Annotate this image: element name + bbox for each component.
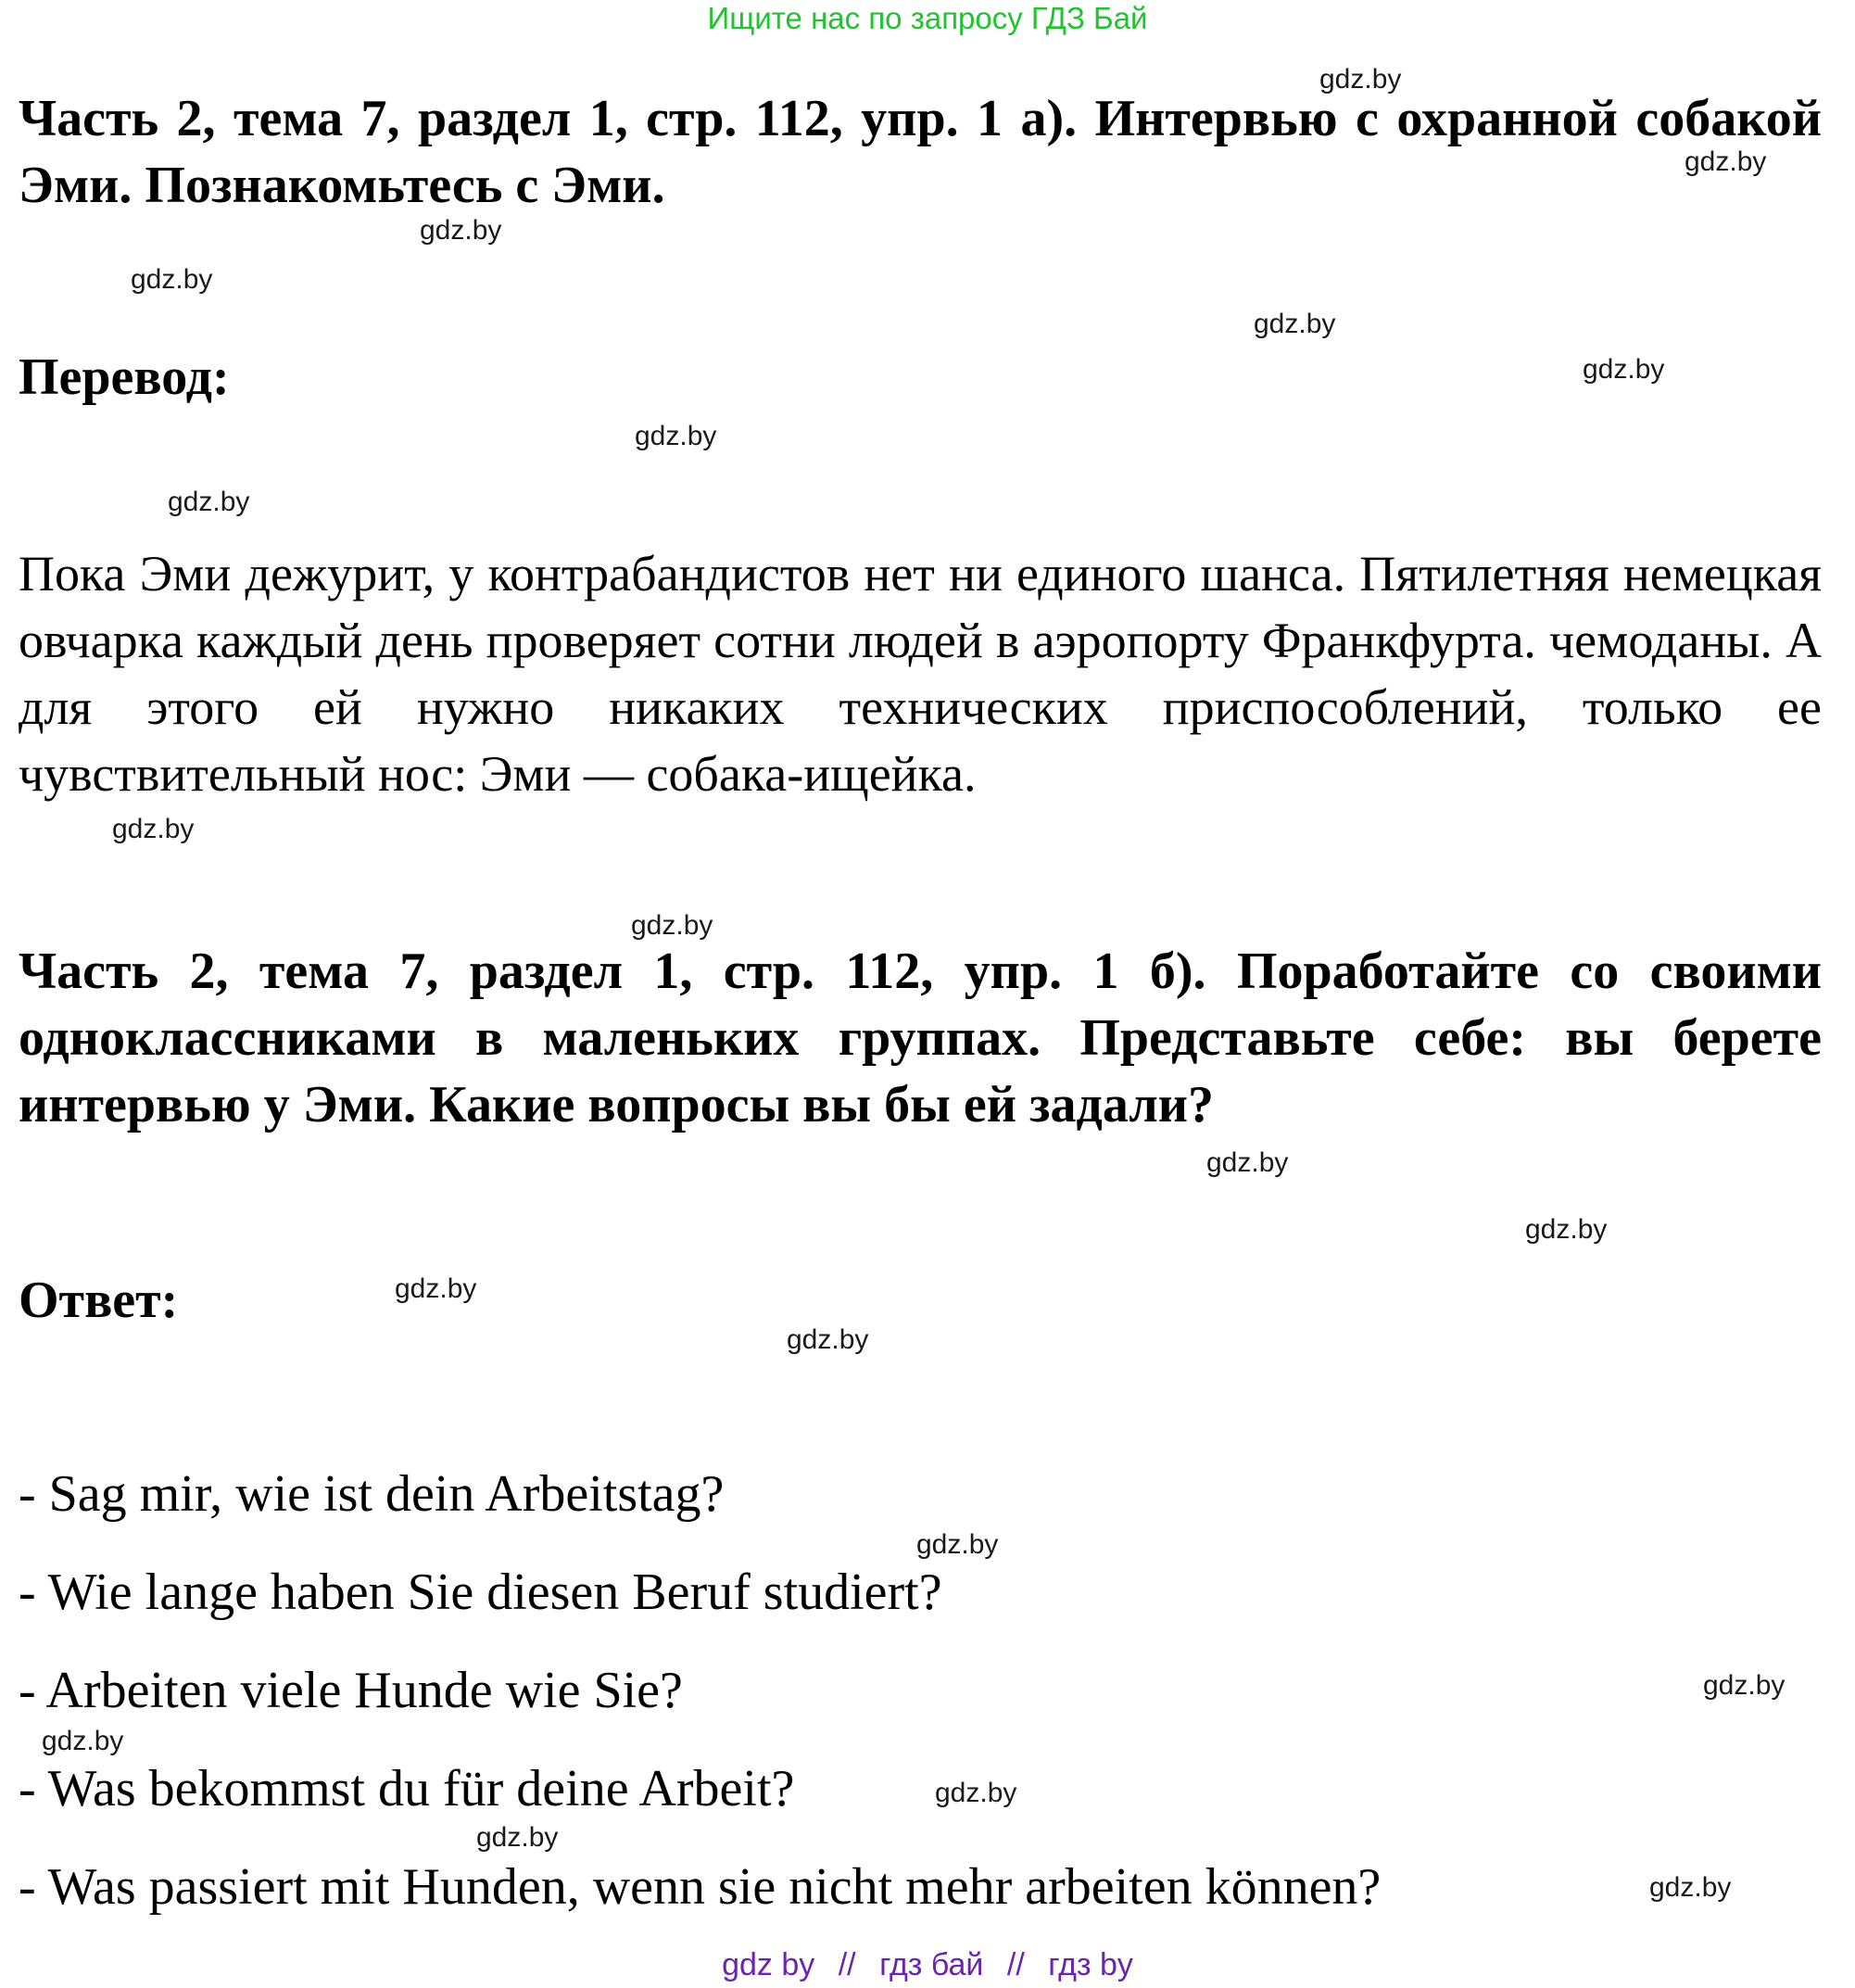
footer-separator: // (1006, 1947, 1025, 1982)
watermark: gdz.by (1525, 1214, 1608, 1245)
answer-label: Ответ: (19, 1272, 179, 1329)
watermark: gdz.by (1319, 64, 1402, 95)
watermark: gdz.by (935, 1778, 1017, 1808)
watermark: gdz.by (112, 814, 195, 844)
watermark: gdz.by (420, 215, 502, 246)
watermark: gdz.by (916, 1529, 999, 1560)
answer-line: - Sag mir, wie ist dein Arbeitstag? (19, 1465, 725, 1523)
top-banner: Ищите нас по запросу ГДЗ Бай (707, 1, 1148, 35)
watermark: gdz.by (476, 1822, 559, 1853)
answer-line: - Was passiert mit Hunden, wenn sie nicht mehr arbeiten können? (19, 1858, 1382, 1916)
translation-text: Пока Эми дежурит, у контрабандистов нет ни единого шанса. Пятилетняя немецкая овчарка каждый день проверяет сотни людей в аэропорту Франкфурта. чемоданы. А для этого ей нужно никаких технических приспособлений, только ее чувствительный нос: Эми — собака-ищейка. (19, 546, 1822, 802)
watermark: gdz.by (1649, 1872, 1732, 1903)
footer (0, 1946, 1855, 1983)
watermark: gdz.by (1583, 354, 1665, 385)
watermark: gdz.by (395, 1273, 477, 1304)
watermark: gdz.by (1254, 309, 1336, 339)
watermark: gdz.by (1685, 146, 1767, 177)
watermark: gdz.by (787, 1324, 869, 1355)
watermark: gdz.by (42, 1726, 124, 1756)
footer-part: гдз бай (879, 1947, 984, 1982)
task1-heading: Часть 2, тема 7, раздел 1, стр. 112, упр. 1 а). Интервью с охранной собакой Эми. Познакомьтесь с Эми. (19, 90, 1822, 214)
answer-line: - Was bekommst du für deine Arbeit? (19, 1760, 795, 1817)
task2-heading: Часть 2, тема 7, раздел 1, стр. 112, упр. 1 б). Поработайте со своими одноклассниками в маленьких группах. Представьте себе: вы берете интервью у Эми. Какие вопросы вы бы ей задали? (19, 943, 1822, 1133)
watermark: gdz.by (631, 910, 713, 941)
answer-line: - Wie lange haben Sie diesen Beruf studiert? (19, 1564, 942, 1621)
translation-label: Перевод: (19, 348, 230, 406)
watermark: gdz.by (1703, 1670, 1786, 1701)
watermark: gdz.by (1206, 1147, 1289, 1178)
watermark: gdz.by (635, 421, 717, 451)
answer-line: - Arbeiten viele Hunde wie Sie? (19, 1662, 683, 1719)
watermark: gdz.by (168, 487, 250, 517)
footer-part: гдз by (1048, 1947, 1133, 1982)
watermark: gdz.by (131, 264, 213, 295)
footer-part: gdz by (722, 1947, 815, 1982)
footer-separator: // (838, 1947, 856, 1982)
